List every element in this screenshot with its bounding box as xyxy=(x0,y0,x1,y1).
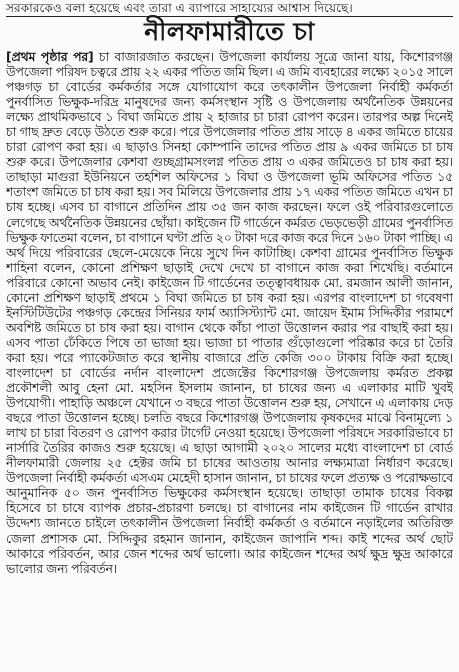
previous-article-tail: সরকারকেও বলা হয়েছে এবং তারা এ ব্যাপারে সাহায্যের আশ্বাস দিয়েছে। xyxy=(6,1,353,15)
article-body-text: চা বাজারজাত করছেন। উপজেলা কার্যালয় সূত্রে জানা যায়, কিশোরগঞ্জ উপজেলা পরিষদ চত্বরে প্রায় ২২ একর পতিত জমি ছিল। এ জমি ব্যবহারের লক্ষ্যে ২০১৫ সালে পঞ্চগড় চা বোর্ডের কর্মকর্তার সঙ্গে যোগাযোগ করে তৎকালীন উপজেলা নির্বাহী কর্মকর্তা পুনর্বাসিত ভিক্ষুক-দরিদ্র মানুষদের জন্য কর্মসংস্থান সৃষ্টি ও উপজেলায় অর্থনৈতিক উন্নয়নের লক্ষ্যে প্রাথমিকভাবে ১ বিঘা জমিতে প্রায় ২ হাজার চা চারা রোপণ করেন। তারপর অল্প দিনেই চা গাছ দ্রুত বেড়ে উঠতে শুরু করে। পরে উপজেলার পতিত প্রায় সাড়ে ৪ একর জমিতে চায়ের চারা রোপণ করা হয়। এ ছাড়াও সিনহা কোম্পানি তাদের পতিত প্রায় ৯ একর জমিতে চা চাষ শুরু করে। উপজেলার কেশবা গুচ্ছগ্রামসংলগ্ন পতিত প্রায় ৩ একর জমিতেও চা চাষ করা হয়। তাছাড়া মাগুরা ইউনিয়নে তহশিল অফিসের ১ বিঘা ও উপজেলা ভূমি অফিসের পতিত ১৫ শতাংশ জমিতে চা চাষ করা হয়। সব মিলিয়ে উপজেলার প্রায় ১৭ একর পতিত জমিতে এখন চা চাষ হচ্ছে। এসব চা বাগানে প্রতিদিন প্রায় ৩৫ জন কাজ করছেন। ফলে ওই পরিবারগুলোতে লেগেছে অর্থনৈতিক উন্নয়নের ছোঁয়া। কাইজেন টি গার্ডেনে কর্মরত ভেড়ভেড়ী গ্রামের পুনর্বাসিত ভিক্ষুক ফাতেমা বলেন, চা বাগানে ঘণ্টা প্রতি ২০ টাকা দরে কাজ করে দিনে ১৬০ টাকা পাচ্ছি। এ অর্থ দিয়ে পরিবারের ছেলে-মেয়েকে নিয়ে সুখে দিন কাটাচ্ছি। কেশবা গ্রামের পুনর্বাসিত ভিক্ষুক শাহিনা বলেন, কোনো প্রশিক্ষণ ছাড়াই দেখে দেখে চা বাগানে কাজ করা শিখেছি। বর্তমানে পরিবারে কোনো অভাব নেই। কাইজেন টি গার্ডেনের তত্ত্বাবধায়ক মো. রমজান আলী জানান, কোনো প্রশিক্ষণ ছাড়াই প্রথমে ১ বিঘা জমিতে চা চাষ করা হয়। এরপর বাংলাদেশ চা গবেষণা ইনস্টিটিউটের পঞ্চগড় কেন্দ্রের সিনিয়র ফার্ম অ্যাসিস্ট্যান্ট মো. জায়েদ ইমাম সিদ্দিকীর পরামর্শে অবশিষ্ট জমিতে চা চাষ করা হয়। বাগান থেকে কাঁচা পাতা উত্তোলন করার পর বাছাই করা হয়। এসব পাতা ঢেঁকিতে পিষে তা ভাজা হয়। ভাজা চা পাতার গুঁড়োগুলো পরিষ্কার করে চা তৈরি করা হয়। পরে প্যাকেটজাত করে স্থানীয় বাজারে প্রতি কেজি ৩০০ টাকায় বিক্রি করা হচ্ছে। বাংলাদেশ চা বোর্ডের নর্দান বাংলাদেশ প্রজেক্টের কিশোরগঞ্জ উপজেলায় কর্মরত প্রকল্প প্রকৌশলী আবু হেনা মো. মহসিন ইসলাম জানান, চা চাষের জন্য এ এলাকার মাটি খুবই উপযোগী। পাহাড়ি অঞ্চলে যেখানে ৩ বছরে পাতা উত্তোলন শুরু হয়, সেখানে এ এলাকায় দেড় বছরে পাতা উত্তোলন হচ্ছে। চলতি বছরে কিশোরগঞ্জ উপজেলায় কৃষকদের মাঝে বিনামূল্যে ১ লাখ চা চারা বিতরণ ও রোপণ করার টার্গেট নেওয়া হয়েছে। উপজেলা পরিষদে সরকারিভাবে চা নার্সারি তৈরির কাজও শুরু হয়েছে। এ ছাড়া আগামী ২০২০ সালের মধ্যে বাংলাদেশ চা বোর্ড নীলফামারী জেলায় ২৫ হেক্টর জমি চা চাষের আওতায় আনার লক্ষ্যমাত্রা নির্ধারণ করেছে। উপজেলা নির্বাহী কর্মকর্তা এসএম মেহেদী হাসান জানান, চা চাষের ফলে প্রত্যক্ষ ও পরোক্ষভাবে আনুমানিক ৫০ জন পুনর্বাসিত ভিক্ষুকের কর্মসংস্থান হয়েছে। তাছাড়া তামাক চাষের বিকল্প হিসেবে চা চাষে ব্যাপক প্রচার-প্রচারণা চলছে। চা বাগানের নাম কাইজেন টি গার্ডেন রাখার উদ্দেশ্য জানতে চাইলে তৎকালীন উপজেলা নির্বাহী কর্মকর্তা ও বর্তমানে নড়াইলের অতিরিক্ত জেলা প্রশাসক মো. সিদ্দিকুর রহমান জানান, কাইজেন জাপানি শব্দ। কাই শব্দের অর্থ ছোট আকারে পরিবর্তন, আর জেন শব্দের অর্থ ভালো। আর কাইজেন শব্দের অর্থ ক্ষুদ্র ক্ষুদ্র আকারে ভালোর জন্য পরিবর্তন। xyxy=(6,49,453,576)
article-body xyxy=(6,49,453,576)
newspaper-clipping xyxy=(6,0,453,672)
continuation-kicker: [প্রথম পৃষ্ঠার পর] xyxy=(6,49,94,64)
article-headline: নীলফামারীতে চা xyxy=(144,17,315,46)
